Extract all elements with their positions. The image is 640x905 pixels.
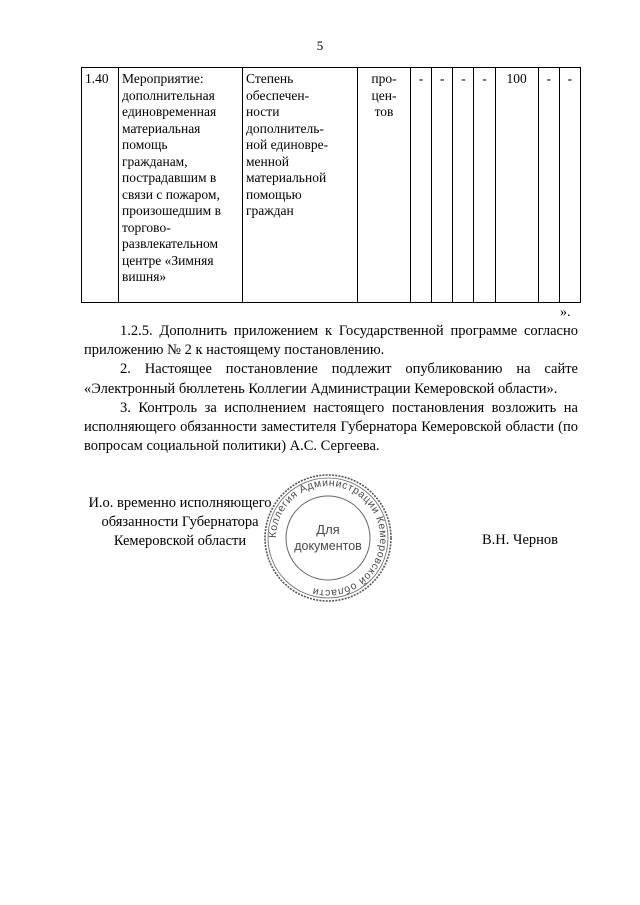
event-line: развлекательном: [122, 236, 219, 251]
unit-line: про-: [371, 71, 397, 86]
event-line: связи с пожаром,: [122, 186, 220, 202]
value-cell: -: [559, 68, 580, 303]
page-number: 5: [316, 38, 324, 53]
indicator-line: материальной: [246, 170, 327, 185]
event-line: помощь: [122, 137, 168, 152]
unit-cell: [358, 68, 411, 303]
event-line: пострадавшим в: [122, 170, 217, 185]
value-cell: -: [538, 68, 559, 303]
event-line: Мероприятие:: [122, 71, 204, 86]
event-line: центре «Зимняя: [122, 252, 214, 268]
indicator-line: ности: [246, 104, 280, 119]
seal-ring-text: Коллегия Администрации Кемеровской области: [266, 476, 390, 600]
indicator-line: менной: [246, 153, 289, 169]
indicator-line: граждан: [246, 203, 294, 218]
event-line: единовременная: [122, 104, 217, 119]
signer-title: [84, 494, 276, 551]
indicator-line: ной единовре-: [246, 137, 329, 152]
event-line: дополнительная: [122, 87, 215, 103]
indicator-line: Степень: [246, 71, 294, 86]
event-line: торгово-: [122, 219, 171, 235]
seal-center-line: Для: [316, 522, 340, 537]
row-number-cell: 1.40: [82, 68, 119, 303]
measures-table: [81, 67, 581, 303]
signer-title-line: обязанности Губернатора: [101, 514, 259, 530]
value-cell: -: [411, 68, 432, 303]
svg-text:Коллегия Администрации Кемеров: [267, 477, 389, 599]
indicator-cell: [243, 68, 358, 303]
value-cell: 100: [495, 68, 538, 303]
seal-center-line: документов: [294, 539, 362, 553]
value-cell: -: [432, 68, 453, 303]
indicator-line: дополнитель-: [246, 120, 324, 136]
table-row: [82, 68, 581, 303]
event-line: материальная: [122, 120, 201, 136]
official-seal: [262, 472, 394, 604]
signer-name: В.Н. Чернов: [482, 532, 558, 548]
paragraph-1-2-5: 1.2.5. Дополнить приложением к Государственной программе согласно приложению № 2 к настоящему постановлению.: [84, 323, 578, 359]
signer-title-line: Кемеровской области: [113, 533, 247, 549]
unit-line: цен-: [371, 87, 397, 103]
value-cell: -: [474, 68, 495, 303]
paragraph-3: 3. Контроль за исполнением настоящего постановления возложить на исполняющего обязанности заместителя Губернатора Кемеровской области (по вопросам социальной политики) А.С. Сергеева.: [84, 399, 578, 455]
event-line: вишня»: [122, 269, 167, 284]
event-cell: [119, 68, 243, 303]
closing-quote: ».: [560, 305, 571, 320]
event-line: произошедшим в: [122, 203, 221, 218]
indicator-line: обеспечен-: [246, 87, 310, 103]
event-line: гражданам,: [122, 153, 188, 169]
unit-line: тов: [374, 104, 394, 119]
value-cell: -: [453, 68, 474, 303]
indicator-line: помощью: [246, 186, 302, 202]
paragraph-2: 2. Настоящее постановление подлежит опубликованию на сайте «Электронный бюллетень Коллегии Администрации Кемеровской области».: [84, 361, 578, 397]
body-text: [84, 322, 578, 456]
signer-title-line: И.о. временно исполняющего: [88, 495, 272, 511]
